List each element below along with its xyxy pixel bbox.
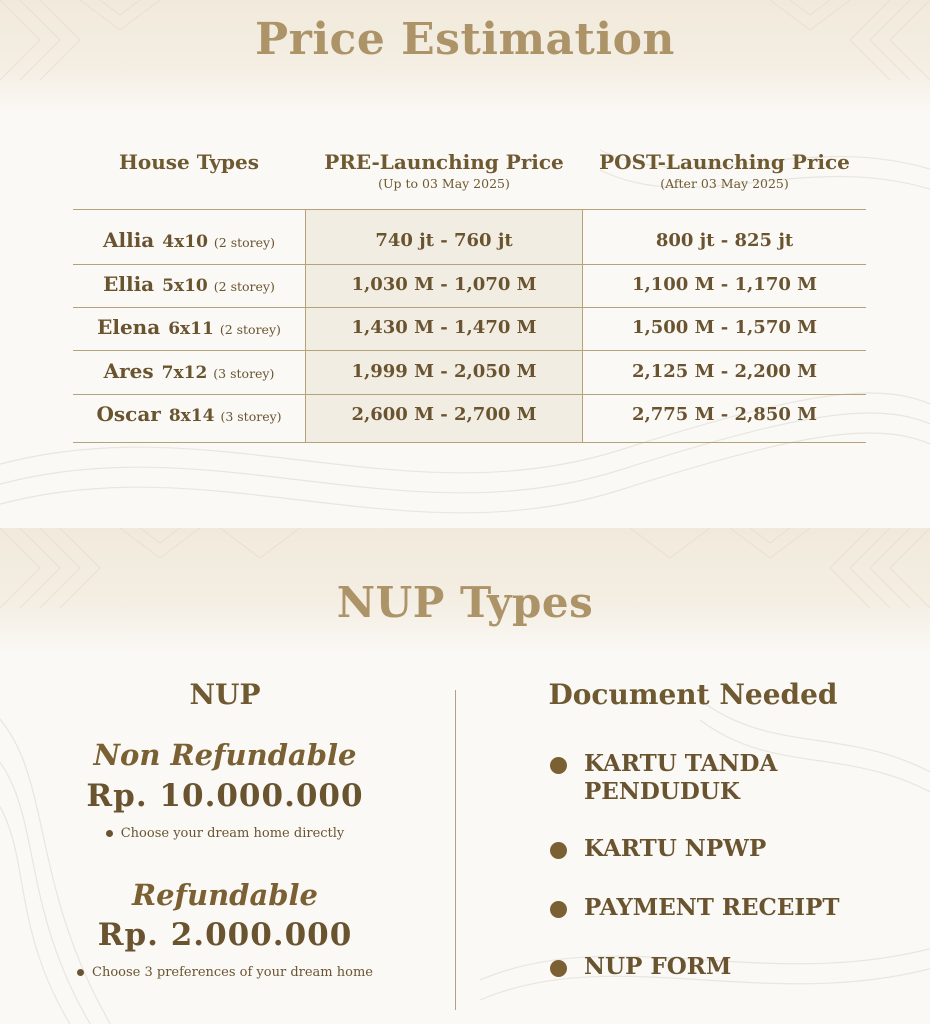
header-pre-launching bbox=[305, 150, 583, 191]
pre-price: 2,600 M - 2,700 M bbox=[351, 404, 537, 425]
document-text: KARTU TANDA PENDUDUK bbox=[584, 750, 778, 805]
house-storey: (2 storey) bbox=[213, 279, 275, 294]
bullet-icon bbox=[550, 757, 567, 774]
document-text: KARTU NPWP bbox=[584, 835, 767, 862]
document-text: PAYMENT RECEIPT bbox=[584, 894, 840, 921]
house-type-cell bbox=[73, 228, 305, 252]
header-post-label: POST-Launching Price bbox=[599, 150, 850, 174]
table-divider bbox=[73, 209, 866, 210]
post-price: 1,100 M - 1,170 M bbox=[631, 274, 818, 295]
pre-price: 1,030 M - 1,070 M bbox=[351, 274, 537, 295]
nup-heading: NUP bbox=[189, 678, 261, 711]
house-size: 7x12 bbox=[161, 363, 208, 383]
post-price: 2,125 M - 2,200 M bbox=[631, 361, 818, 382]
header-house-types bbox=[73, 150, 305, 174]
house-name: Ares bbox=[103, 359, 154, 383]
bullet-icon bbox=[550, 960, 567, 977]
house-size: 8x14 bbox=[168, 406, 215, 426]
house-storey: (2 storey) bbox=[213, 235, 275, 250]
post-price: 1,500 M - 1,570 M bbox=[631, 317, 818, 338]
non-refundable-note bbox=[0, 826, 450, 841]
pre-price: 1,430 M - 1,470 M bbox=[351, 317, 537, 338]
section-title: NUP Types bbox=[336, 578, 594, 627]
header-house-types-label: House Types bbox=[119, 150, 259, 174]
header-post-launching bbox=[583, 150, 866, 191]
house-type-cell bbox=[73, 272, 305, 296]
post-price: 2,775 M - 2,850 M bbox=[631, 404, 818, 425]
refundable-note bbox=[0, 965, 450, 980]
house-name: Ellia bbox=[103, 272, 155, 296]
pre-price: 740 jt - 760 jt bbox=[375, 230, 513, 251]
table-row bbox=[73, 220, 866, 263]
refundable-note-text: Choose 3 preferences of your dream home bbox=[92, 965, 373, 980]
header-pre-label: PRE-Launching Price bbox=[324, 150, 564, 174]
table-row bbox=[73, 307, 866, 350]
non-refundable-price: Rp. 10.000.000 bbox=[86, 778, 364, 814]
non-refundable-note-text: Choose your dream home directly bbox=[120, 826, 345, 841]
bullet-icon bbox=[77, 969, 84, 976]
post-price: 800 jt - 825 jt bbox=[655, 230, 794, 251]
document-text: NUP FORM bbox=[584, 953, 732, 980]
table-divider bbox=[73, 442, 866, 443]
house-size: 4x10 bbox=[162, 232, 208, 252]
refundable-price: Rp. 2.000.000 bbox=[97, 917, 353, 953]
price-estimation-banner bbox=[0, 0, 930, 110]
table-row bbox=[73, 264, 866, 307]
house-size: 6x11 bbox=[168, 319, 214, 339]
house-type-cell bbox=[73, 402, 305, 426]
pre-price: 1,999 M - 2,050 M bbox=[351, 361, 537, 382]
non-refundable-label: Non Refundable bbox=[93, 738, 357, 772]
header-pre-subtitle: (Up to 03 May 2025) bbox=[378, 176, 510, 191]
bullet-icon bbox=[106, 830, 113, 837]
house-name: Oscar bbox=[96, 402, 161, 426]
page-title: Price Estimation bbox=[255, 14, 675, 65]
header-post-subtitle: (After 03 May 2025) bbox=[660, 176, 789, 191]
nup-types-banner bbox=[0, 528, 930, 650]
bullet-icon bbox=[550, 901, 567, 918]
house-storey: (3 storey) bbox=[220, 409, 282, 424]
house-type-cell bbox=[73, 359, 305, 383]
house-storey: (3 storey) bbox=[213, 366, 275, 381]
house-name: Allia bbox=[103, 228, 155, 252]
table-row bbox=[73, 351, 866, 394]
table-row bbox=[73, 394, 866, 437]
refundable-label: Refundable bbox=[131, 878, 318, 912]
column-divider bbox=[455, 690, 456, 1010]
house-name: Elena bbox=[97, 315, 161, 339]
house-storey: (2 storey) bbox=[219, 322, 281, 337]
documents-heading: Document Needed bbox=[548, 678, 838, 711]
house-type-cell bbox=[73, 315, 305, 339]
house-size: 5x10 bbox=[162, 276, 208, 296]
bullet-icon bbox=[550, 842, 567, 859]
